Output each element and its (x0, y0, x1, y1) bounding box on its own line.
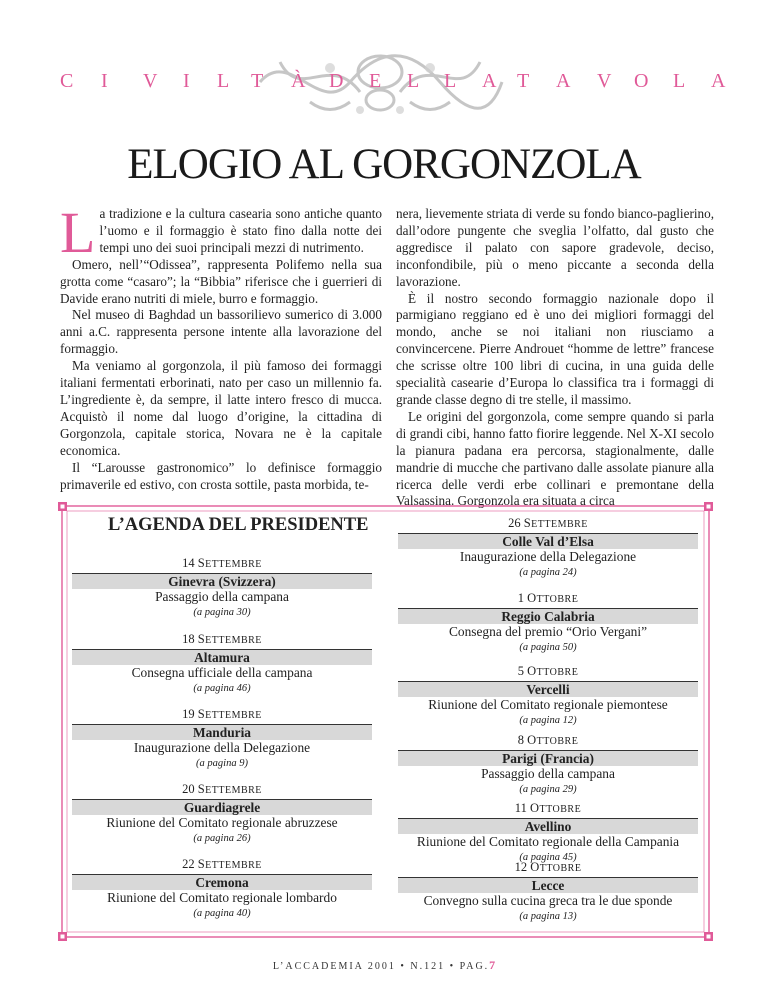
header-letter: T (517, 70, 530, 92)
header-letter: D (329, 70, 344, 92)
header-letter: A (556, 70, 571, 92)
footer-text: L’ACCADEMIA 2001 • N.121 • PAG. (272, 961, 490, 972)
event-month: SETTEMBRE (197, 632, 262, 646)
article-paragraph: Il “Larousse gastronomico” lo definisce formaggio primaverile ed estivo, con crosta sottile, pasta morbida, te- (60, 459, 382, 492)
article-paragraph: Le origini del gorgonzola, come sempre quando si parla di grandi cibi, hanno fatto fiorire leggende. Nel X-XI secolo la pianura padana era percorsa, stagionalmente, dalle mandrie di mucche che partivano dalle assolate pianure alla ricerca delle verdi erbe collinari e premontane della Valsassina. Gorgonzola era situata a circa (396, 408, 714, 509)
event-place: Lecce (398, 877, 698, 893)
event-month: SETTEMBRE (197, 707, 262, 721)
event-day: 19 (182, 707, 195, 721)
article-title: ELOGIO AL GORGONZOLA (127, 141, 641, 188)
event-day: 1 (517, 591, 524, 605)
header-letter: C (60, 70, 74, 92)
header-letter: A (711, 70, 726, 92)
event-place: Reggio Calabria (398, 608, 698, 624)
event-place: Altamura (72, 649, 372, 665)
event-month: SETTEMBRE (197, 782, 262, 796)
event-month: OTTOBRE (530, 860, 582, 874)
event-page-ref: (a pagina 26) (193, 833, 251, 844)
event-page-ref: (a pagina 29) (519, 784, 577, 795)
event-date (398, 591, 698, 607)
agenda-event (72, 556, 372, 620)
event-month: SETTEMBRE (523, 516, 588, 530)
header-letter: I (101, 70, 108, 92)
article-paragraph: È il nostro secondo formaggio nazionale dopo il parmigiano reggiano ed è uno dei migliori formaggi del mondo, anche se noi italiani non riusciamo a convincercene. Pierre Androuet “homme de lettre” francese che scrisse oltre 100 libri di cucina, in una guida delle specialità casearie d’Europa lo classifica tra i formaggi di grande classe degno di tre stelle, il massimo. (396, 290, 714, 407)
agenda-event (398, 664, 698, 728)
agenda-event (72, 707, 372, 771)
event-place: Manduria (72, 724, 372, 740)
article-paragraph: Nel museo di Baghdad un bassorilievo sumerico di 3.000 anni a.C. rappresenta persone intente alla lavorazione del formaggio. (60, 307, 382, 357)
event-page-ref: (a pagina 45) (519, 852, 577, 863)
agenda-event (72, 782, 372, 846)
header-letter: A (482, 70, 497, 92)
event-month: SETTEMBRE (197, 556, 262, 570)
header-letter: V (597, 70, 612, 92)
event-place: Avellino (398, 818, 698, 834)
header-letter: L (217, 70, 230, 92)
event-page-ref: (a pagina 24) (519, 567, 577, 578)
event-place: Guardiagrele (72, 799, 372, 815)
agenda-event (72, 857, 372, 921)
event-date (398, 860, 698, 876)
event-description: Riunione del Comitato regionale lombardo (107, 890, 337, 905)
event-description: Consegna ufficiale della campana (131, 665, 313, 680)
page-footer (0, 958, 768, 973)
article-column-right (396, 206, 714, 510)
event-day: 18 (182, 632, 195, 646)
event-date (72, 782, 372, 798)
event-date (398, 664, 698, 680)
article-paragraph: nera, lievemente striata di verde su fondo bianco-paglierino, dall’odore pungente che sveglia l’olfatto, dal gusto che aggredisce il palato con sapore gradevole, deciso, inconfondibile, più o meno piccante a seconda della lavorazione. (396, 206, 714, 289)
event-day: 20 (182, 782, 195, 796)
event-day: 8 (517, 733, 524, 747)
event-date (72, 556, 372, 572)
event-month: OTTOBRE (527, 664, 579, 678)
event-page-ref: (a pagina 50) (519, 642, 577, 653)
event-month: SETTEMBRE (197, 857, 262, 871)
event-description: Passaggio della campana (155, 589, 289, 604)
article-column-left (60, 200, 382, 493)
agenda-event (398, 860, 698, 924)
agenda-event (398, 801, 698, 865)
agenda-event (398, 591, 698, 655)
event-page-ref: (a pagina 12) (519, 715, 577, 726)
drop-cap: L (60, 200, 96, 265)
event-page-ref: (a pagina 9) (196, 758, 248, 769)
header-letter: E (369, 70, 382, 92)
agenda-title: L’AGENDA DEL PRESIDENTE (108, 515, 369, 535)
event-place: Ginevra (Svizzera) (72, 573, 372, 589)
header-letter: T (251, 70, 264, 92)
event-description: Riunione del Comitato regionale abruzzese (106, 815, 338, 830)
event-place: Vercelli (398, 681, 698, 697)
event-day: 22 (182, 857, 195, 871)
agenda-event (72, 632, 372, 696)
header-letter: I (183, 70, 190, 92)
event-day: 11 (514, 801, 527, 815)
event-date (72, 707, 372, 723)
page-number: 7 (489, 958, 496, 972)
event-description: Riunione del Comitato regionale piemontese (428, 697, 668, 712)
event-day: 5 (517, 664, 524, 678)
event-description: Convegno sulla cucina greca tra le due sponde (423, 893, 673, 908)
header-letter: À (291, 70, 306, 92)
event-place: Parigi (Francia) (398, 750, 698, 766)
article-paragraph: Ma veniamo al gorgonzola, il più famoso dei formaggi italiani fermentati erborinati, nato per caso un millennio fa. L’ingrediente è, da sempre, il latte intero fresco di mucca. Acquistò il nome dal luogo d’origine, la cittadina di Gorgonzola, capitale storica, Novara ne è la capitale economica. (60, 358, 382, 458)
header-band (0, 20, 768, 110)
event-page-ref: (a pagina 13) (519, 911, 577, 922)
event-description: Inaugurazione della Delegazione (133, 740, 311, 755)
event-date (398, 733, 698, 749)
event-month: OTTOBRE (529, 801, 582, 815)
event-day: 14 (182, 556, 195, 570)
event-date (72, 857, 372, 873)
event-month: OTTOBRE (527, 591, 579, 605)
event-day: 26 (508, 516, 521, 530)
event-place: Colle Val d’Elsa (398, 533, 698, 549)
agenda-event (398, 516, 698, 580)
event-place: Cremona (72, 874, 372, 890)
event-description: Passaggio della campana (481, 766, 615, 781)
article-paragraph: Omero, nell’“Odissea”, rappresenta Polifemo nella sua grotta come “casaro”; la “Bibbia” riferisce che i guerrieri di Davide erano nutriti di miele, burro e formaggio. (60, 256, 382, 306)
event-date (398, 516, 698, 532)
event-month: OTTOBRE (527, 733, 579, 747)
header-letter: L (444, 70, 457, 92)
event-description: Riunione del Comitato regionale della Campania (416, 834, 680, 849)
article-paragraph: La tradizione e la cultura casearia sono antiche quanto l’uomo e il formaggio è stato fino dalla notte dei tempi uno dei suoi principali mezzi di nutrimento. (60, 200, 382, 265)
header-letter: L (673, 70, 686, 92)
event-page-ref: (a pagina 46) (193, 683, 251, 694)
header-letter: L (407, 70, 420, 92)
header-letter: V (143, 70, 158, 92)
header-letter: O (634, 70, 649, 92)
event-description: Inaugurazione della Delegazione (459, 549, 637, 564)
event-date (72, 632, 372, 648)
event-page-ref: (a pagina 30) (193, 607, 251, 618)
event-day: 12 (514, 860, 528, 874)
agenda-event (398, 733, 698, 797)
event-date (398, 801, 698, 817)
event-description: Consegna del premio “Orio Vergani” (448, 624, 648, 639)
event-page-ref: (a pagina 40) (193, 908, 251, 919)
